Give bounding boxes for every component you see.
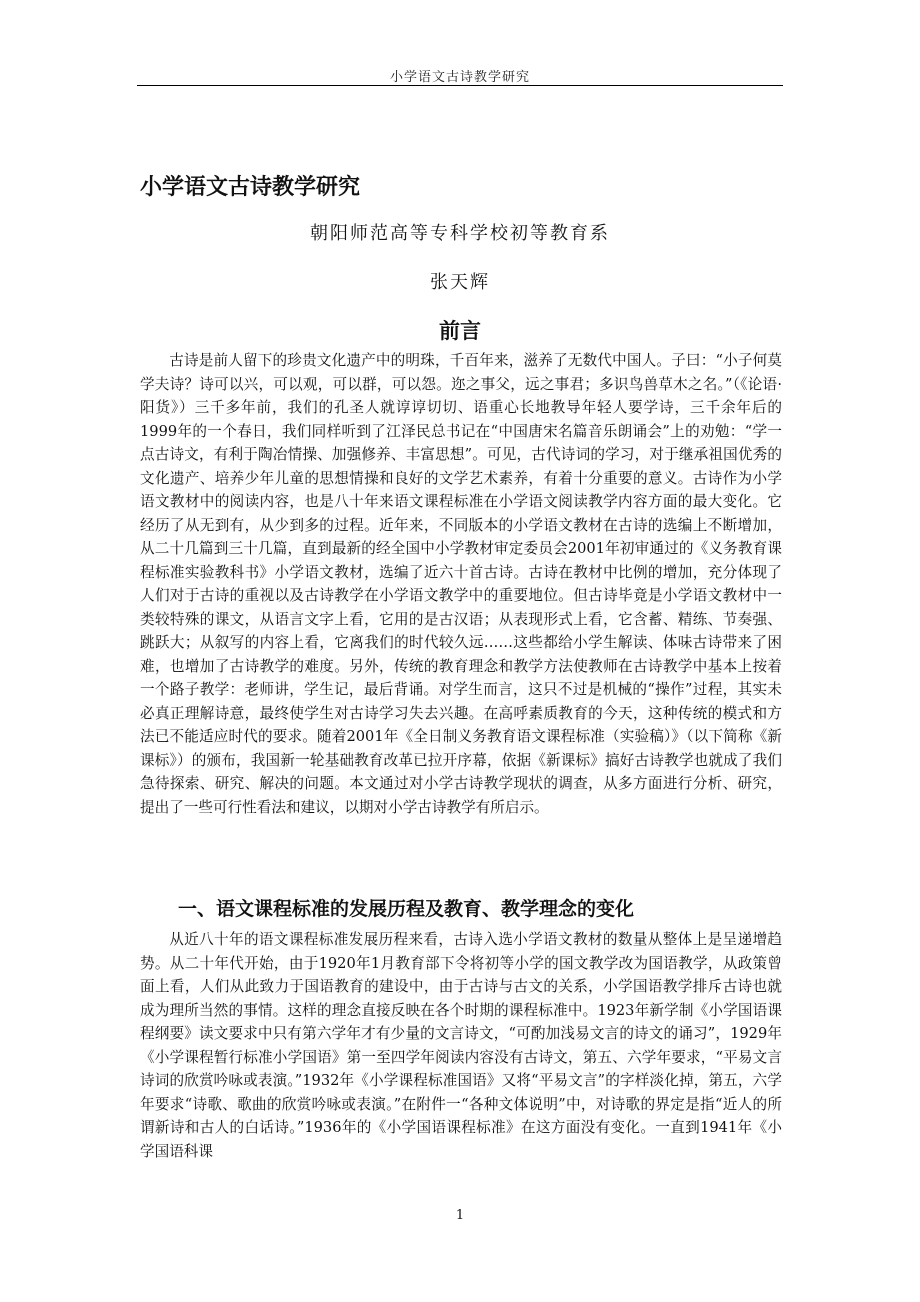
page-number: 1 (455, 1208, 465, 1223)
section-heading: 一、语文课程标准的发展历程及教育、教学理念的变化 (178, 898, 635, 920)
preface-heading: 前言 (439, 319, 481, 343)
author-affiliation: 朝阳师范高等专科学校初等教育系 (310, 223, 610, 244)
preface-paragraph: 古诗是前人留下的珍贵文化遗产中的明珠，千百年来，滋养了无数代中国人。子曰：“小子何莫学夫诗？诗可以兴，可以观，可以群，可以怨。迩之事父，远之事君；多识鸟兽草木之名。”（《论语·阳货》）三千多年前，我们的孔圣人就谆谆切切、语重心长地教导年轻人要学诗，三千余年后的1999年的一个春日，我们同样听到了江泽民总书记在“中国唐宋名篇音乐朗诵会”上的劝勉：“学一点古诗文，有利于陶冶情操、加强修养、丰富思想”。可见，古代诗词的学习，对于继承祖国优秀的文化遗产、培养少年儿童的思想情操和良好的文学艺术素养，有着十分重要的意义。古诗作为小学语文教材中的阅读内容，也是八十年来语文课程标准在小学语文阅读教学内容方面的最大变化。它经历了从无到有，从少到多的过程。近年来，不同版本的小学语文教材在古诗的选编上不断增加，从二十几篇到三十几篇，直到最新的经全国中小学教材审定委员会2001年初审通过的《义务教育课程标准实验教科书》小学语文教材，选编了近六十首古诗。古诗在教材中比例的增加，充分体现了人们对于古诗的重视以及古诗教学在小学语文教学中的重要地位。但古诗毕竟是小学语文教材中一类较特殊的课文，从语言文字上看，它用的是古汉语；从表现形式上看，它含蓄、精练、节奏强、跳跃大；从叙写的内容上看，它离我们的时代较久远……这些都给小学生解读、体味古诗带来了困难，也增加了古诗教学的难度。另外，传统的教育理念和教学方法使教师在古诗教学中基本上按着一个路子教学：老师讲，学生记，最后背诵。对学生而言，这只不过是机械的“操作”过程，其实未必真正理解诗意，最终使学生对古诗学习失去兴趣。在高呼素质教育的今天，这种传统的模式和方法已不能适应时代的要求。随着2001年《全日制义务教育语文课程标准（实验稿）》（以下简称《新课标》）的颁布，我国新一轮基础教育改革已拉开序幕，依据《新课标》搞好古诗教学也就成了我们急待探索、研究、解决的问题。本文通过对小学古诗教学现状的调查，从多方面进行分析、研究，提出了一些可行性看法和建议，以期对小学古诗教学有所启示。 (140, 352, 782, 816)
author-name: 张天辉 (430, 272, 490, 293)
document-title: 小学语文古诗教学研究 (140, 175, 361, 200)
header-divider (137, 85, 783, 86)
section-paragraph: 从近八十年的语文课程标准发展历程来看，古诗入选小学语文教材的数量从整体上是呈递增趋势。从二十年代开始，由于1920年1月教育部下令将初等小学的国文教学改为国语教学，从政策曾面上看，人们从此致力于国语教育的建设中，由于古诗与古文的关系，小学国语教学排斥古诗也就成为理所当然的事情。这样的理念直接反映在各个时期的课程标准中。1923年新学制《小学国语课程纲要》读文要求中只有第六学年才有少量的文言诗文，“可酌加浅易文言的诗文的诵习”，1929年《小学课程暂行标准小学国语》第一至四学年阅读内容没有古诗文，第五、六学年要求，“平易文言诗词的欣赏吟咏或表演。”1932年《小学课程标准国语》又将“平易文言”的字样淡化掉，第五，六学年要求“诗歌、歌曲的欣赏吟咏或表演。”在附件一“各种文体说明”中，对诗歌的界定是指“近人的所谓新诗和古人的白话诗。”1936年的《小学国语课程标准》在这方面没有变化。一直到1941年《小学国语科课 (140, 931, 782, 1160)
running-header: 小学语文古诗教学研究 (389, 70, 530, 85)
